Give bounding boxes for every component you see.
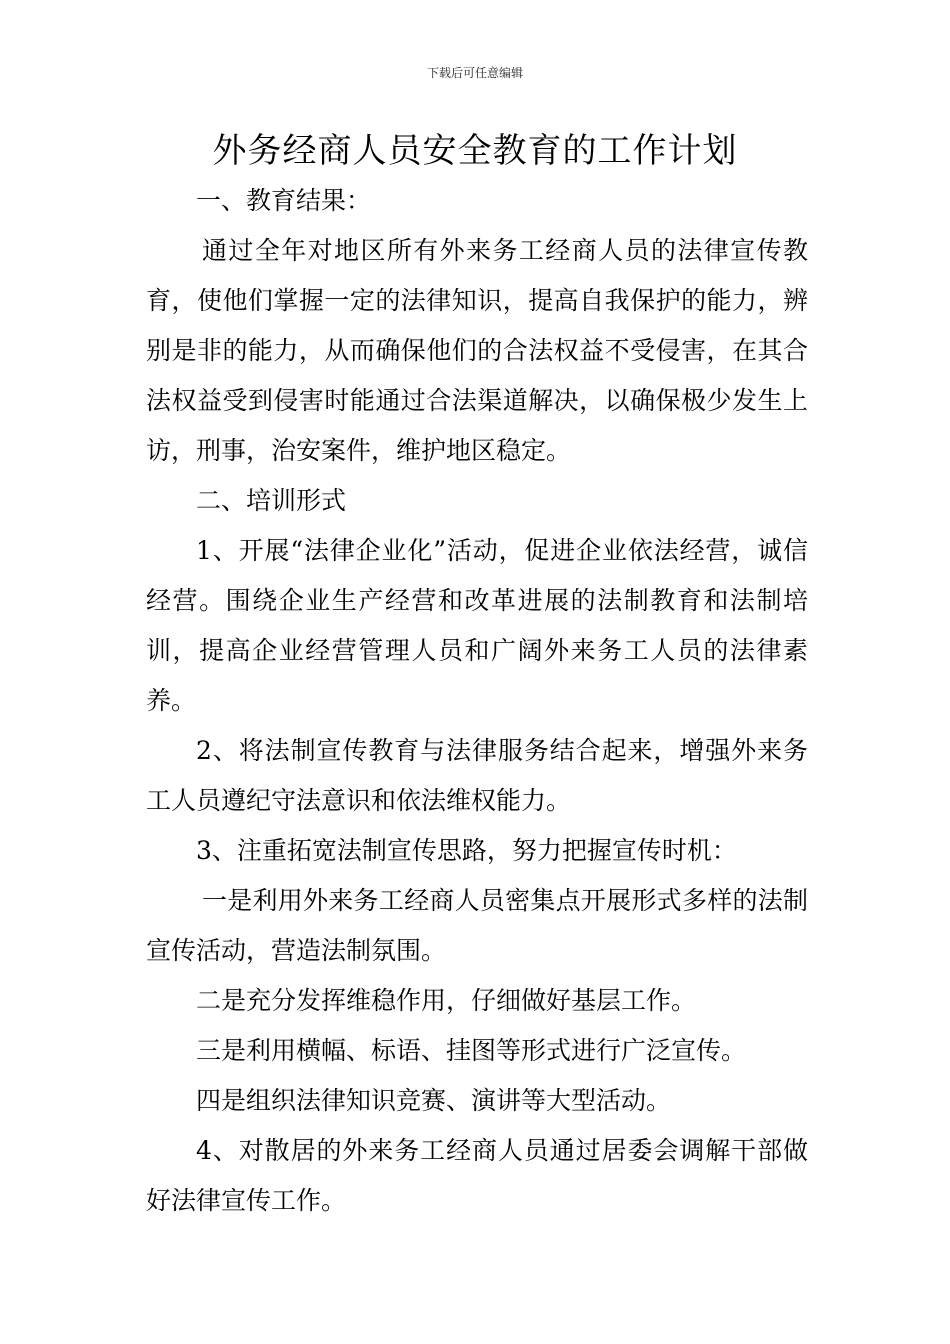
paragraph-item-1: 1、开展“法律企业化”活动，促进企业依法经营，诚信经营。围绕企业生产经营和改革进展的法制教育和法制培训，提高企业经营管理人员和广阔外来务工人员的法律素养。: [146, 536, 808, 715]
paragraph-item-4: 4、对散居的外来务工经商人员通过居委会调解干部做好法律宣传工作。: [146, 1136, 808, 1215]
paragraph-education-results: 通过全年对地区所有外来务工经商人员的法律宣传教育，使他们掌握一定的法律知识，提高自我保护的能力，辨别是非的能力，从而确保他们的合法权益不受侵害，在其合法权益受到侵害时能通过合法渠道解决，以确保极少发生上访，刑事，治安案件，维护地区稳定。: [146, 236, 808, 465]
paragraph-item-2: 2、将法制宣传教育与法律服务结合起来，增强外来务工人员遵纪守法意识和依法维权能力。: [146, 736, 808, 815]
paragraph-item-3: 3、注重拓宽法制宣传思路，努力把握宣传时机：: [196, 836, 737, 865]
paragraph-subitem-4: 四是组织法律知识竞赛、演讲等大型活动。: [196, 1086, 672, 1115]
paragraph-subitem-2: 二是充分发挥维稳作用，仔细做好基层工作。: [196, 986, 697, 1015]
paragraph-subitem-1: 一是利用外来务工经商人员密集点开展形式多样的法制宣传活动，营造法制氛围。: [146, 886, 808, 965]
section-heading-training-form: 二、培训形式: [196, 486, 347, 515]
document-title: 外务经商人员安全教育的工作计划: [212, 131, 738, 171]
document-body: [146, 176, 808, 1226]
header-note: 下载后可任意编辑: [426, 66, 523, 80]
paragraph-subitem-3: 三是利用横幅、标语、挂图等形式进行广泛宣传。: [196, 1036, 747, 1065]
section-heading-education-results: 一、教育结果：: [196, 186, 372, 215]
